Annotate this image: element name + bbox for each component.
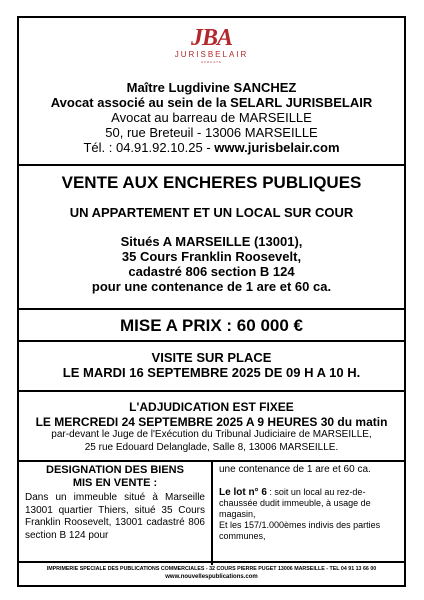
adjudication-line-1: L'ADJUDICATION EST FIXEE	[129, 400, 294, 414]
sale-location-1: Situés A MARSEILLE (13001),	[120, 234, 303, 249]
lawyer-role: Avocat associé au sein de la SELARL JURISBELAIR	[50, 95, 373, 110]
visit-line-2: LE MARDI 16 SEPTEMBRE 2025 DE 09 H A 10 H.	[62, 365, 361, 380]
lawyer-bar: Avocat au barreau de MARSEILLE	[111, 110, 312, 125]
printer-footer	[19, 561, 404, 585]
designation-right-column	[213, 462, 404, 565]
designation-heading-2: MIS EN VENTE :	[72, 477, 158, 489]
sale-location-3: cadastré 806 section B 124	[128, 264, 295, 279]
visit-line-1: VISITE SUR PLACE	[151, 350, 272, 365]
logo-tag: AVOCATS	[201, 60, 222, 64]
designation-section	[19, 462, 404, 565]
sale-subtitle: UN APPARTEMENT ET UN LOCAL SUR COUR	[69, 205, 354, 220]
sale-location-4: pour une contenance de 1 are et 60 ca.	[91, 279, 332, 294]
lawyer-address: 50, rue Breteuil - 13006 MARSEILLE	[105, 125, 318, 140]
starting-price: MISE A PRIX : 60 000 €	[120, 316, 303, 335]
lot-text: : soit un local au rez-de-chaussée dudit immeuble, à usage de magasin,	[219, 486, 371, 519]
sale-section	[19, 166, 404, 310]
notice-frame	[17, 16, 406, 587]
lot-description	[219, 487, 398, 520]
logo-name: JURISBELAIR	[174, 50, 249, 59]
lawyer-name: Maître Lugdivine SANCHEZ	[126, 80, 297, 95]
footer-website[interactable]: www.nouvellespublications.com	[165, 574, 258, 580]
lawyer-website[interactable]: www.jurisbelair.com	[214, 140, 340, 155]
lawyer-contact	[19, 140, 404, 155]
lawyer-phone: Tél. : 04.91.92.10.25 -	[83, 140, 215, 155]
sale-location-2: 35 Cours Franklin Roosevelt,	[121, 249, 302, 264]
designation-heading-1: DESIGNATION DES BIENS	[46, 464, 184, 476]
adjudication-line-2: LE MERCREDI 24 SEPTEMBRE 2025 A 9 HEURES 30 du matin	[35, 414, 388, 429]
designation-right-text: une contenance de 1 are et 60 ca.	[219, 464, 371, 475]
price-section	[19, 310, 404, 342]
lot-text-2: Et les 157/1.000èmes indivis des parties communes,	[219, 519, 381, 541]
lot-label: Le lot n° 6	[219, 486, 267, 498]
footer-printer: IMPRIMERIE SPECIALE DES PUBLICATIONS COMMERCIALES - 32 COURS PIERRE PUGET 13006 MARSEILLE - TEL 04 91 13 66 00	[46, 566, 377, 572]
designation-left-column	[19, 462, 213, 565]
adjudication-section	[19, 392, 404, 462]
designation-left-text: Dans un immeuble situé à Marseille 13001 quartier Thiers, situé 35 Cours Franklin Roosevelt, 13001 cadastré 806 section B 124 pour	[25, 492, 205, 541]
visit-section	[19, 342, 404, 392]
sale-title: VENTE AUX ENCHERES PUBLIQUES	[61, 173, 362, 192]
lawyer-header	[19, 18, 404, 166]
adjudication-line-3: par-devant le Juge de l'Exécution du Tribunal Judiciaire de MARSEILLE,	[51, 429, 372, 440]
logo-mark: JBA	[190, 25, 232, 51]
adjudication-line-4: 25 rue Edouard Delanglade, Salle 8, 13006 MARSEILLE.	[84, 441, 339, 453]
jurisbelair-logo	[19, 26, 404, 64]
